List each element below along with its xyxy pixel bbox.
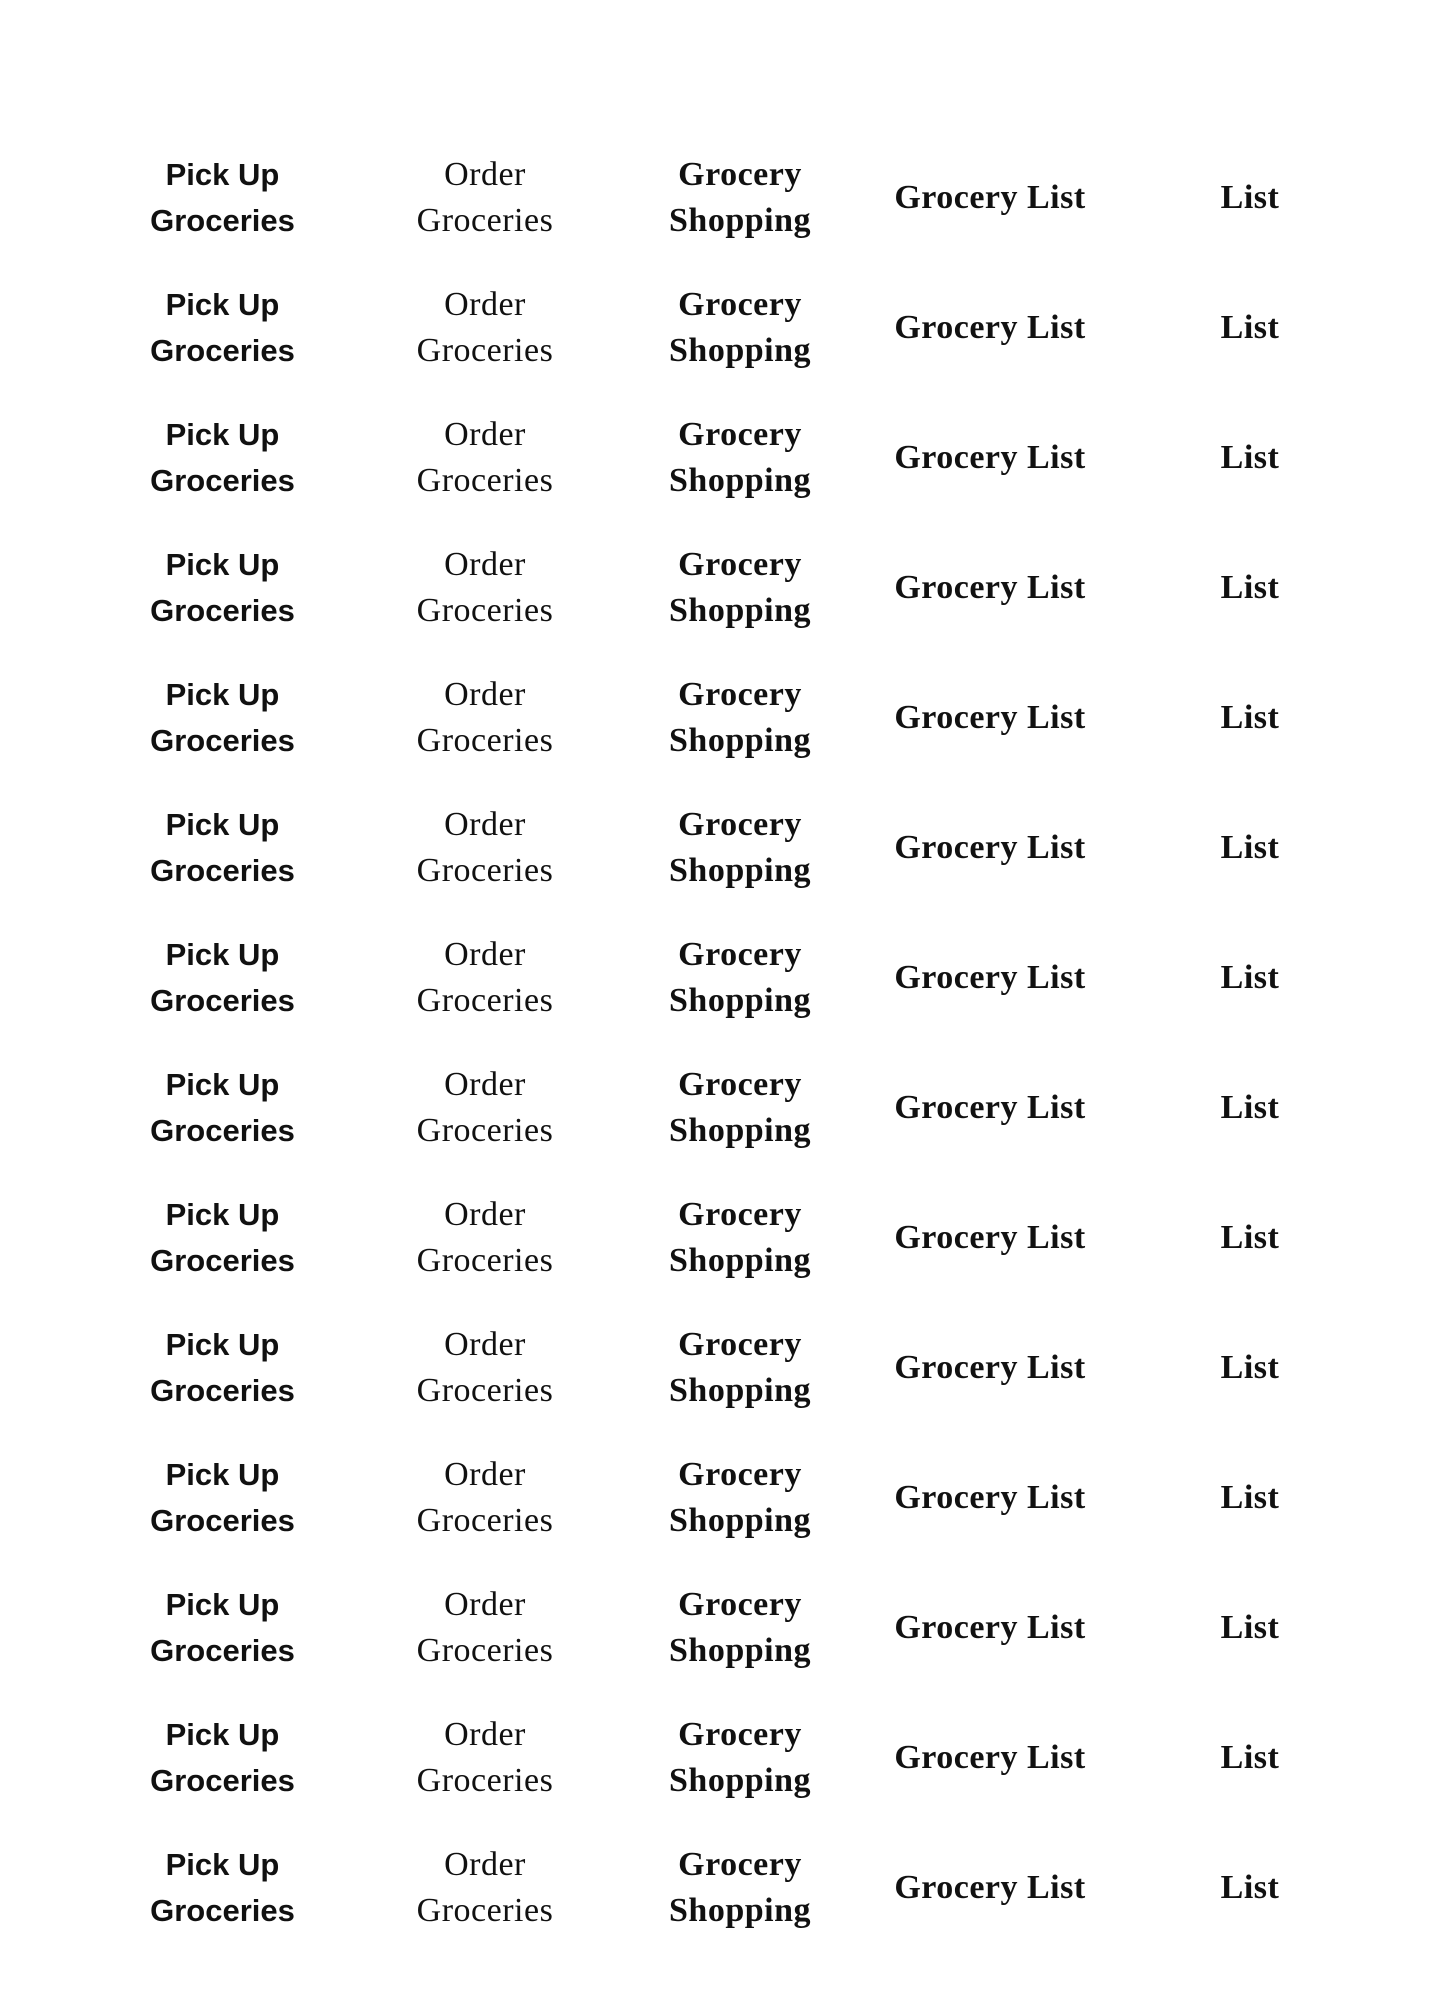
sticker-row — [0, 783, 1429, 913]
label-grocery-list: Grocery List — [894, 959, 1086, 996]
label-grocery-list: Grocery List — [894, 1089, 1086, 1126]
sticker-row — [0, 1823, 1429, 1953]
label-grocery-list: Grocery List — [894, 829, 1086, 866]
label-grocery-shopping: Grocery Shopping — [669, 286, 811, 369]
label-list: List — [1220, 1609, 1280, 1646]
label-grocery-shopping: Grocery Shopping — [669, 1196, 811, 1279]
label-order-groceries: Order Groceries — [416, 416, 554, 499]
label-pick-up-groceries: Pick Up Groceries — [150, 547, 295, 628]
label-grocery-list: Grocery List — [894, 439, 1086, 476]
label-order-groceries: Order Groceries — [416, 1846, 554, 1929]
label-list: List — [1220, 439, 1280, 476]
label-pick-up-groceries: Pick Up Groceries — [150, 1327, 295, 1408]
label-order-groceries: Order Groceries — [416, 286, 554, 369]
sticker-row — [0, 1693, 1429, 1823]
label-grocery-shopping: Grocery Shopping — [669, 416, 811, 499]
label-grocery-list: Grocery List — [894, 1609, 1086, 1646]
label-list: List — [1220, 1349, 1280, 1386]
sticker-row — [0, 1303, 1429, 1433]
sticker-row — [0, 1043, 1429, 1173]
label-list: List — [1220, 1479, 1280, 1516]
label-grocery-list: Grocery List — [894, 1349, 1086, 1386]
label-order-groceries: Order Groceries — [416, 676, 554, 759]
sticker-row — [0, 1173, 1429, 1303]
sticker-row — [0, 653, 1429, 783]
label-order-groceries: Order Groceries — [416, 1586, 554, 1669]
label-grocery-list: Grocery List — [894, 309, 1086, 346]
label-grocery-list: Grocery List — [894, 1479, 1086, 1516]
label-grocery-shopping: Grocery Shopping — [669, 1456, 811, 1539]
label-order-groceries: Order Groceries — [416, 1716, 554, 1799]
label-pick-up-groceries: Pick Up Groceries — [150, 417, 295, 498]
sticker-row — [0, 393, 1429, 523]
label-grocery-shopping: Grocery Shopping — [669, 1326, 811, 1409]
label-grocery-list: Grocery List — [894, 1869, 1086, 1906]
label-list: List — [1220, 959, 1280, 996]
label-list: List — [1220, 829, 1280, 866]
label-pick-up-groceries: Pick Up Groceries — [150, 677, 295, 758]
label-pick-up-groceries: Pick Up Groceries — [150, 287, 295, 368]
label-grocery-shopping: Grocery Shopping — [669, 806, 811, 889]
label-grocery-list: Grocery List — [894, 569, 1086, 606]
label-grocery-shopping: Grocery Shopping — [669, 1066, 811, 1149]
label-grocery-list: Grocery List — [894, 179, 1086, 216]
label-order-groceries: Order Groceries — [416, 156, 554, 239]
label-list: List — [1220, 1219, 1280, 1256]
sticker-row — [0, 133, 1429, 263]
label-order-groceries: Order Groceries — [416, 806, 554, 889]
label-list: List — [1220, 309, 1280, 346]
label-list: List — [1220, 179, 1280, 216]
label-order-groceries: Order Groceries — [416, 1196, 554, 1279]
label-order-groceries: Order Groceries — [416, 1456, 554, 1539]
label-list: List — [1220, 569, 1280, 606]
label-list: List — [1220, 1089, 1280, 1126]
label-grocery-shopping: Grocery Shopping — [669, 936, 811, 1019]
label-pick-up-groceries: Pick Up Groceries — [150, 937, 295, 1018]
label-grocery-shopping: Grocery Shopping — [669, 676, 811, 759]
label-pick-up-groceries: Pick Up Groceries — [150, 1457, 295, 1538]
label-order-groceries: Order Groceries — [416, 546, 554, 629]
sticker-row — [0, 1563, 1429, 1693]
label-pick-up-groceries: Pick Up Groceries — [150, 1847, 295, 1928]
label-grocery-list: Grocery List — [894, 699, 1086, 736]
label-grocery-list: Grocery List — [894, 1739, 1086, 1776]
label-pick-up-groceries: Pick Up Groceries — [150, 157, 295, 238]
label-grocery-list: Grocery List — [894, 1219, 1086, 1256]
label-order-groceries: Order Groceries — [416, 1066, 554, 1149]
sticker-row — [0, 263, 1429, 393]
label-grocery-shopping: Grocery Shopping — [669, 1716, 811, 1799]
label-list: List — [1220, 699, 1280, 736]
label-pick-up-groceries: Pick Up Groceries — [150, 1717, 295, 1798]
label-pick-up-groceries: Pick Up Groceries — [150, 1067, 295, 1148]
label-grocery-shopping: Grocery Shopping — [669, 1586, 811, 1669]
label-order-groceries: Order Groceries — [416, 936, 554, 1019]
label-grocery-shopping: Grocery Shopping — [669, 546, 811, 629]
sticker-row — [0, 1433, 1429, 1563]
label-order-groceries: Order Groceries — [416, 1326, 554, 1409]
sticker-row — [0, 913, 1429, 1043]
label-list: List — [1220, 1739, 1280, 1776]
label-list: List — [1220, 1869, 1280, 1906]
label-grocery-shopping: Grocery Shopping — [669, 1846, 811, 1929]
sticker-row — [0, 523, 1429, 653]
label-pick-up-groceries: Pick Up Groceries — [150, 1197, 295, 1278]
label-pick-up-groceries: Pick Up Groceries — [150, 1587, 295, 1668]
label-grocery-shopping: Grocery Shopping — [669, 156, 811, 239]
label-pick-up-groceries: Pick Up Groceries — [150, 807, 295, 888]
